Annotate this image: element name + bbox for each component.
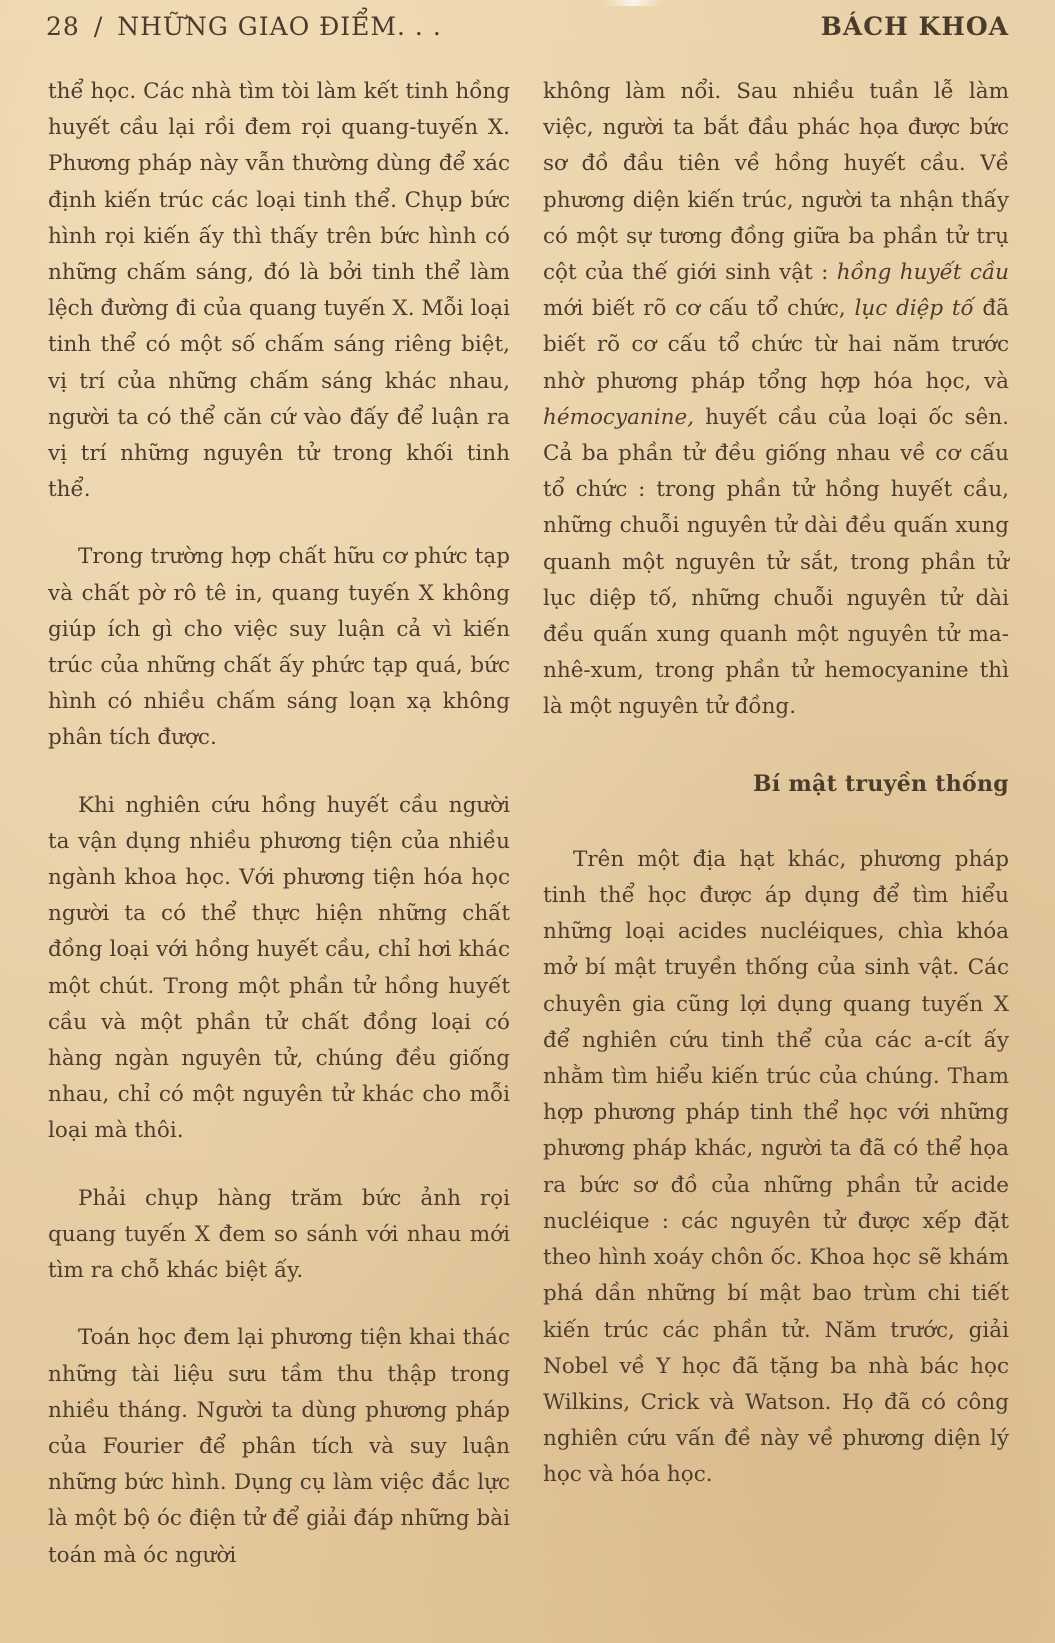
paragraph: Khi nghiên cứu hồng huyết cầu người ta vận dụng nhiều phương tiện của nhiều ngành khoa học. Với phương tiện hóa học người ta có thể thực hiện những chất đồng loại với hồng huyết cầu, chỉ hơi khác một chút. Trong một phần tử hồng huyết cầu và một phần tử chất đồng loại có hàng ngàn nguyên tử, chúng đều giống nhau, chỉ có một nguyên tử khác cho mỗi loại mà thôi. xyxy=(48,792,510,1144)
paragraph: Phải chụp hàng trăm bức ảnh rọi quang tuyến X đem so sánh với nhau mới tìm ra chỗ khác biệt ấy. xyxy=(48,1185,510,1284)
text-run: mới biết rõ cơ cấu tổ chức, xyxy=(543,296,846,322)
header-left xyxy=(46,12,442,41)
running-header xyxy=(46,4,1009,48)
magazine-name: BÁCH KHOA xyxy=(820,12,1009,41)
italic-term: hồng huyết cầu xyxy=(836,260,1009,286)
italic-term: lục diệp tố xyxy=(854,296,974,322)
text-run: huyết cầu của loại ốc sên. Cả ba phần tử đều giống nhau về cơ cấu tổ chức : trong phần tử hồng huyết cầu, những chuỗi nguyên tử dài đều quấn xung quanh một nguyên tử sắt, trong phần tử lục diệp tố, những chuỗi nguyên tử dài đều quấn xung quanh một nguyên tử ma-nhê-xum, trong phần tử hemocyanine thì là một nguyên tử đồng. xyxy=(543,404,1009,720)
section-title: NHỮNG GIAO ĐIỂM. . . xyxy=(117,12,442,41)
paragraph: Toán học đem lại phương tiện khai thác những tài liệu sưu tầm thu thập trong nhiều tháng. Người ta dùng phương pháp của Fourier để phân tích và suy luận những bức hình. Dụng cụ làm việc đắc lực là một bộ óc điện tử để giải đáp những bài toán mà óc người xyxy=(48,1325,510,1568)
paragraph: Trong trường hợp chất hữu cơ phức tạp và chất pờ rô tê in, quang tuyến X không giúp ích gì cho việc suy luận cả vì kiến trúc của những chất ấy phức tạp quá, bức hình có nhiều chấm sáng loạn xạ không phân tích được. xyxy=(48,544,510,751)
left-column xyxy=(48,74,510,1605)
text-run: đã biết rõ cơ cấu tổ chức từ hai năm trước nhờ phương pháp tổng hợp hóa học, và xyxy=(543,296,1009,394)
italic-term: hémocyanine, xyxy=(543,404,695,430)
paragraph: thể học. Các nhà tìm tòi làm kết tinh hồng huyết cầu lại rồi đem rọi quang-tuyến X. Phương pháp này vẫn thường dùng để xác định kiến trúc các loại tinh thể. Chụp bức hình rọi kiến ấy thì thấy trên bức hình có những chấm sáng, đó là bởi tinh thể làm lệch đường đi của quang tuyến X. Mỗi loại tinh thể có một số chấm sáng riêng biệt, vị trí của những chấm sáng khác nhau, người ta có thể căn cứ vào đấy để luận ra vị trí những nguyên tử trong khối tinh thể. xyxy=(48,79,510,503)
paragraph xyxy=(543,74,1009,726)
paragraph: Trên một địa hạt khác, phương pháp tinh thể học được áp dụng để tìm hiểu những loại acides nucléiques, chìa khóa mở bí mật truyền thống của sinh vật. Các chuyên gia cũng lợi dụng quang tuyến X để nghiên cứu tinh thể của các a-cít ấy nhằm tìm hiểu kiến trúc của chúng. Tham hợp phương pháp tinh thể học với những phương pháp khác, người ta đã có thể họa ra bức sơ đồ của những phần tử acide nucléique : các nguyên tử được xếp đặt theo hình xoáy chôn ốc. Khoa học sẽ khám phá dần những bí mật bao trùm chi tiết kiến trúc các phần tử. Năm trước, giải Nobel về Y học đã tặng ba nhà bác học Wilkins, Crick và Watson. Họ đã có công nghiên cứu vấn đề này về phương diện lý học và hóa học. xyxy=(543,846,1009,1488)
text-run: không làm nổi. Sau nhiều tuần lễ làm việc, người ta bắt đầu phác họa được bức sơ đồ đầu tiên về hồng huyết cầu. Về phương diện kiến trúc, người ta nhận thấy có một sự tương đồng giữa ba phần tử trụ cột của thế giới sinh vật : xyxy=(543,79,1009,286)
page-number: 28 xyxy=(46,12,80,41)
right-column xyxy=(543,74,1009,1525)
section-heading: Bí mật truyền thống xyxy=(752,770,1009,797)
header-separator: / xyxy=(93,12,104,41)
